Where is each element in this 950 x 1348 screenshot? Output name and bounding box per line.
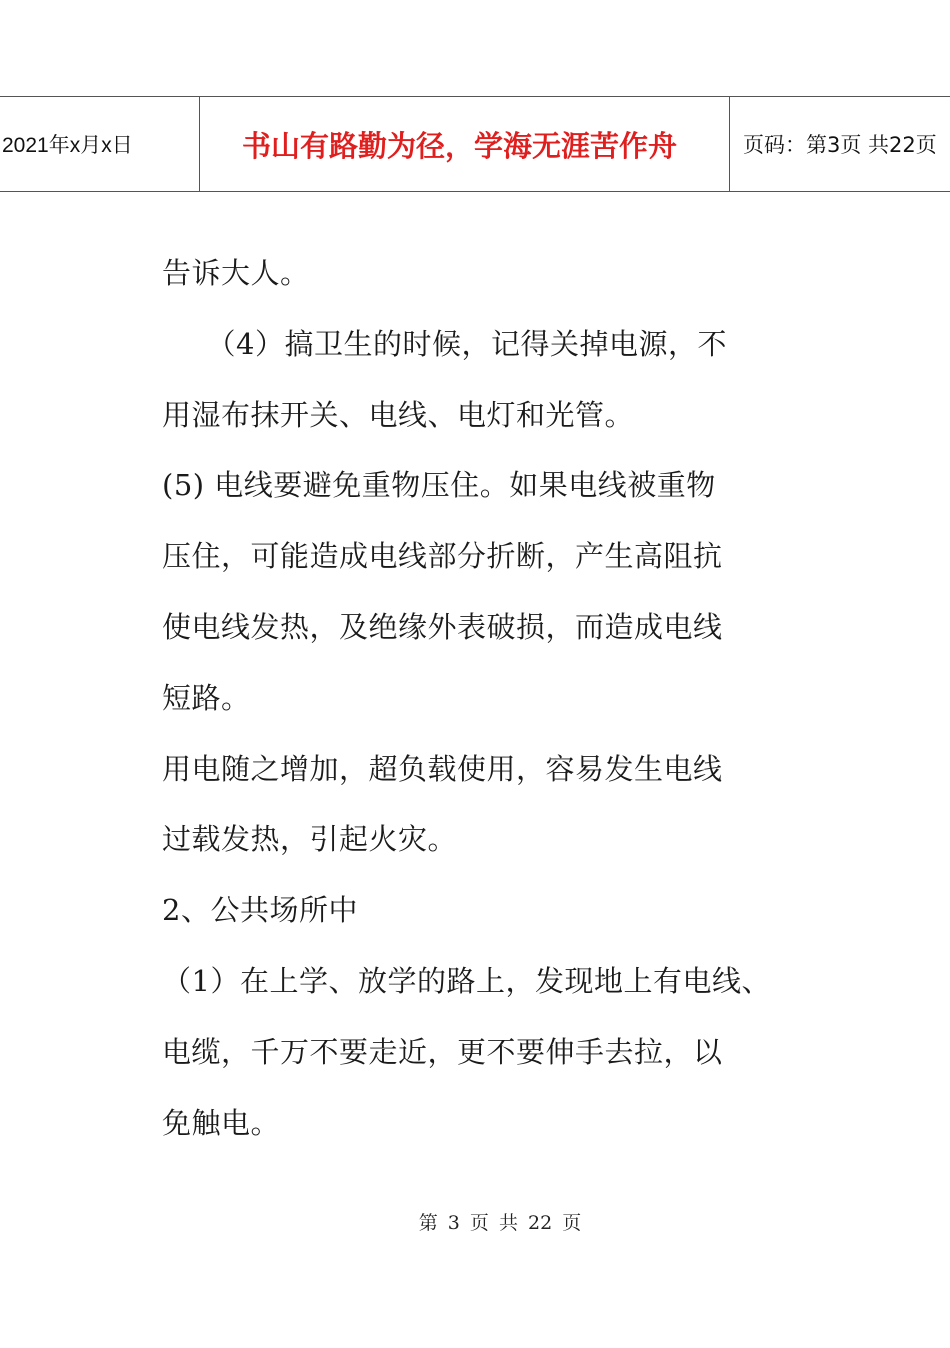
body-line: 用电随之增加，超负载使用，容易发生电线	[162, 751, 723, 786]
body-line: 过载发热，引起火灾。	[162, 822, 458, 857]
body-line: 电缆，千万不要走近，更不要伸手去拉，以	[162, 1034, 723, 1069]
body-line: 免触电。	[162, 1105, 281, 1140]
body-line: （4）搞卫生的时候，记得关掉电源，不	[162, 326, 727, 361]
body-line: 2、公共场所中	[162, 893, 358, 928]
body-line: 压住，可能造成电线部分折断，产生高阻抗	[162, 539, 723, 574]
body-line: (5) 电线要避免重物压住。如果电线被重物	[162, 468, 716, 503]
header-motto: 书山有路勤为径，学海无涯苦作舟	[200, 97, 730, 191]
page-footer: 第 3 页 共 22 页	[418, 1212, 582, 1234]
header-page-info: 页码：第3页 共22页	[743, 133, 937, 157]
body-line: （1）在上学、放学的路上，发现地上有电线、	[162, 963, 771, 998]
body-line: 用湿布抹开关、电线、电灯和光管。	[162, 397, 635, 432]
body-line: 使电线发热，及绝缘外表破损，而造成电线	[162, 609, 723, 644]
body-line: 短路。	[162, 680, 251, 715]
document-body	[162, 238, 822, 1158]
body-line: 告诉大人。	[162, 256, 310, 290]
header-date: 2021年x月x日	[0, 97, 200, 191]
page-header	[0, 96, 950, 192]
